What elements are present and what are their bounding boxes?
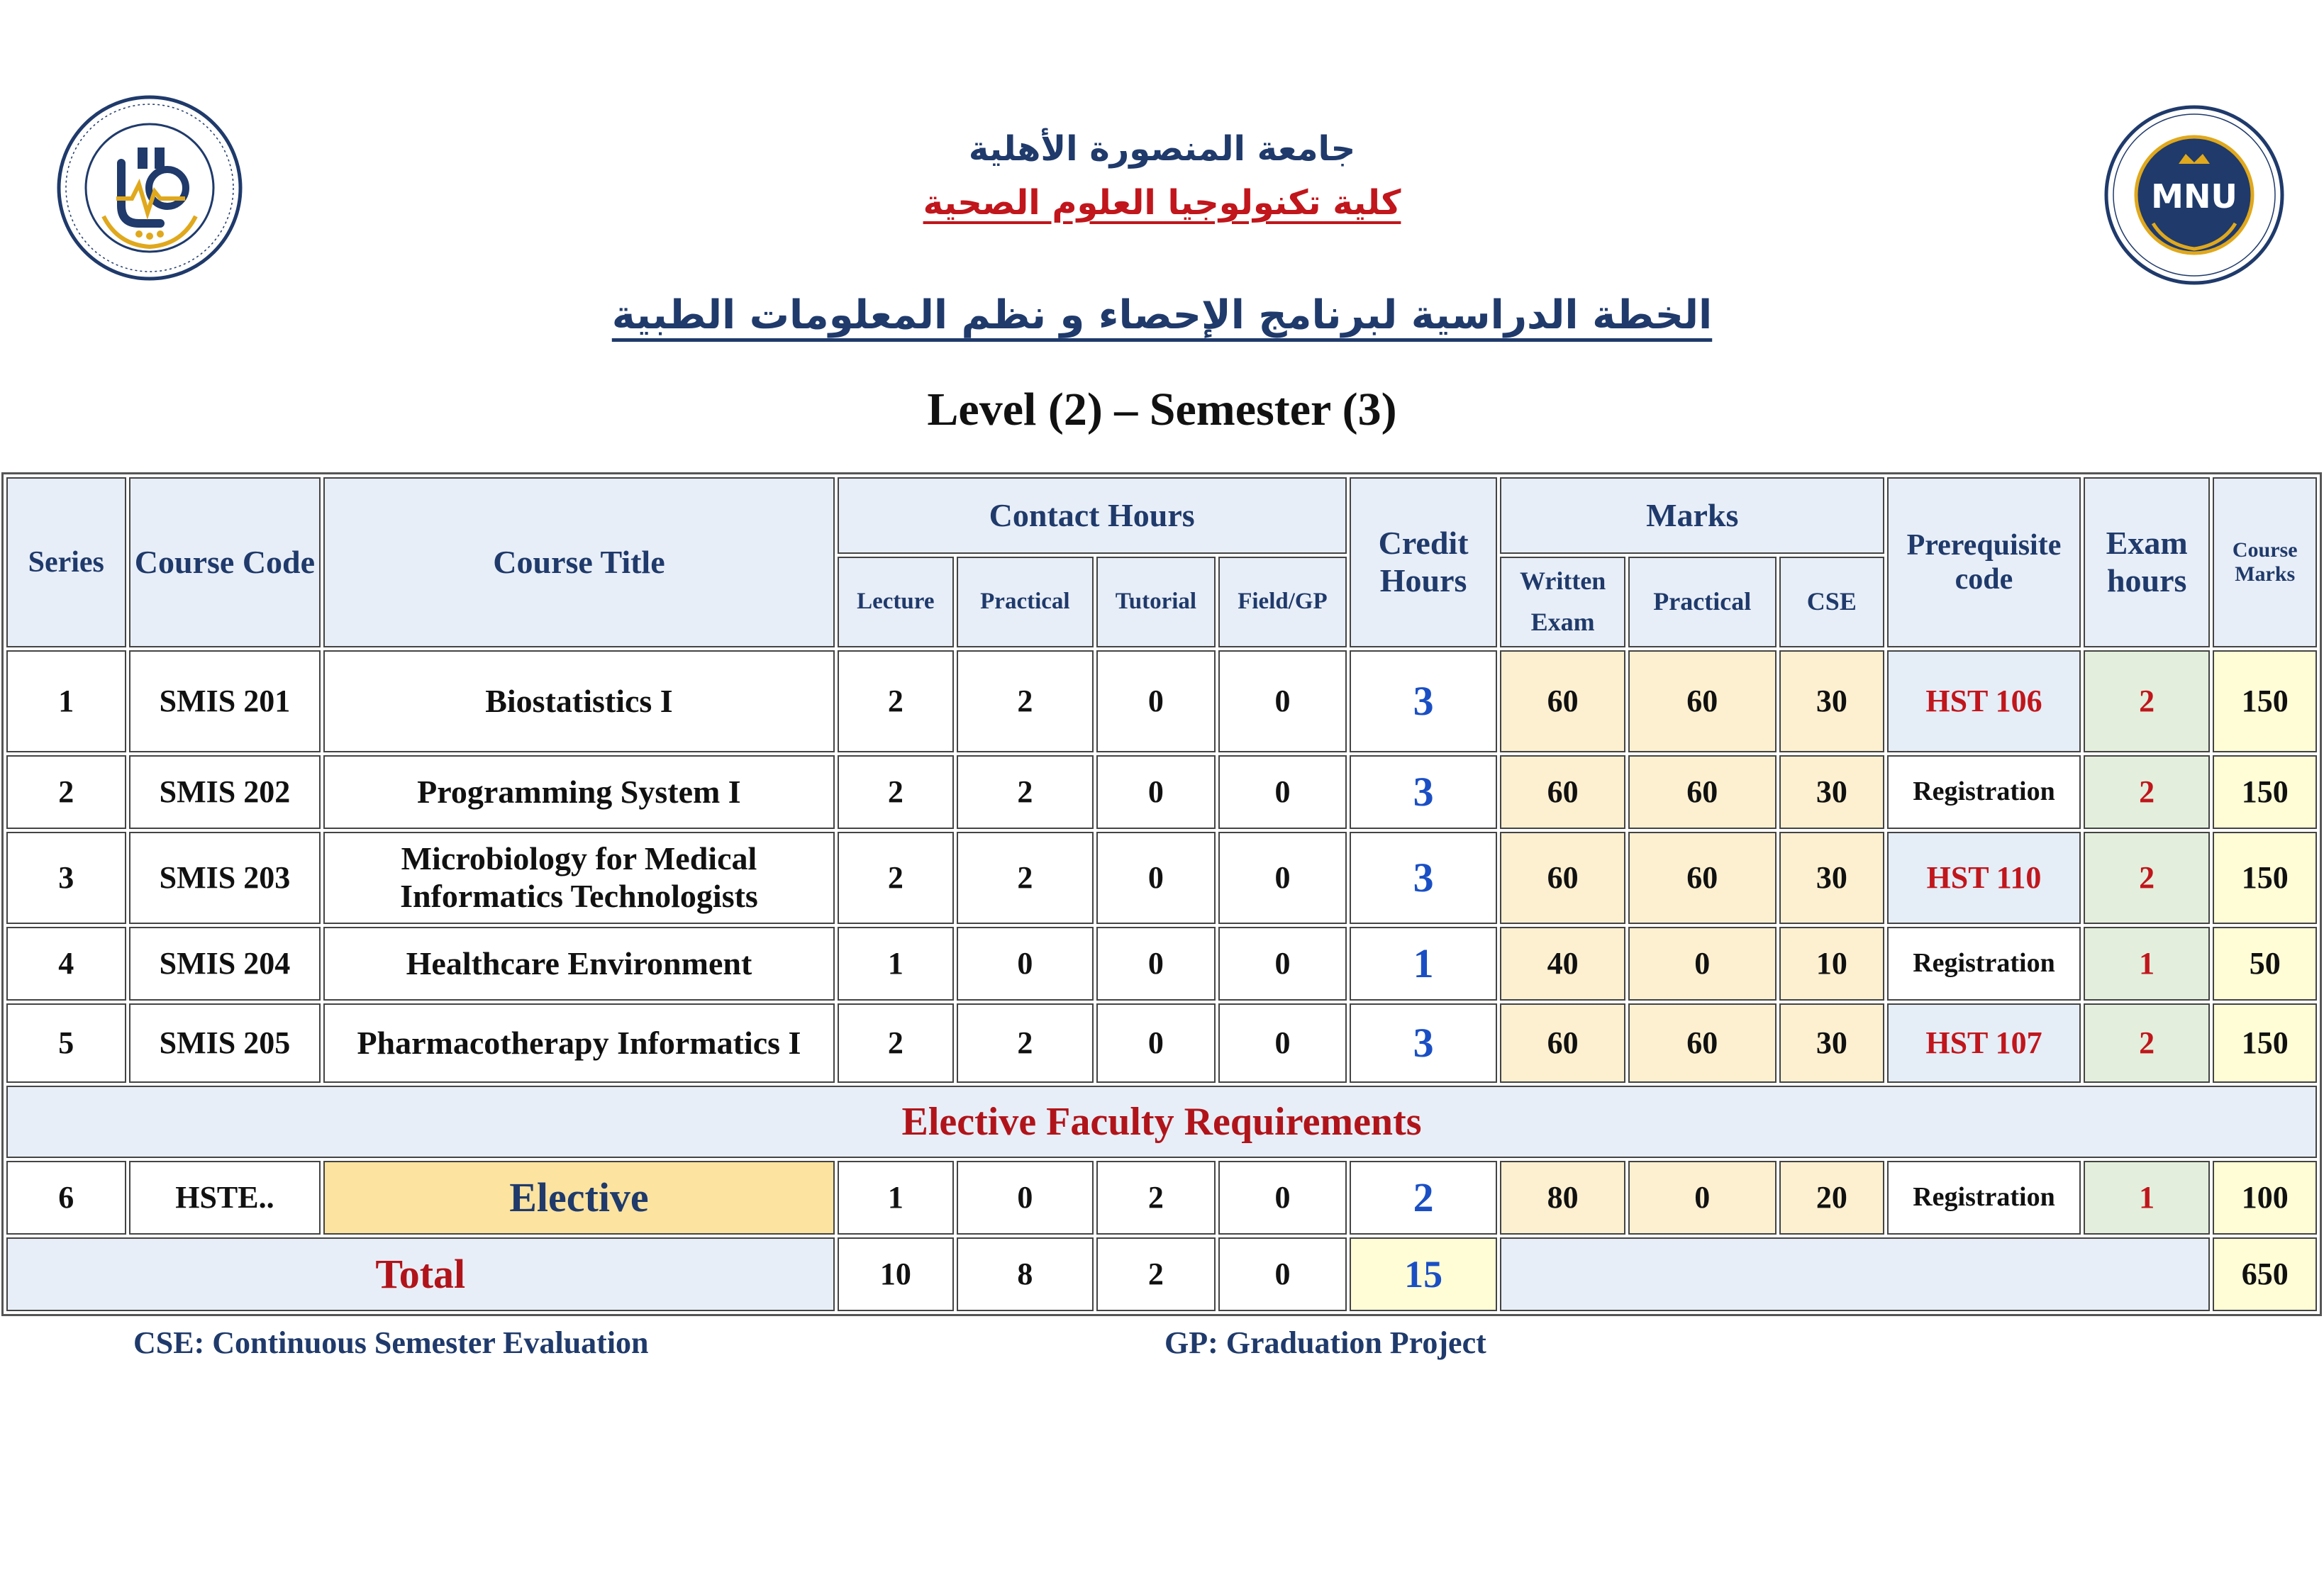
tutorial-cell: 2: [1096, 1161, 1216, 1235]
table-row: [6, 927, 2317, 1001]
credit-hours-cell: 1: [1350, 927, 1498, 1001]
course-marks-cell: 150: [2213, 755, 2317, 829]
practical-cell: 2: [957, 832, 1094, 924]
header-marks: Marks: [1500, 477, 1884, 554]
total-row: [6, 1237, 2317, 1311]
practical-cell: 2: [957, 755, 1094, 829]
field-cell: 0: [1218, 1003, 1347, 1083]
field-cell: 0: [1218, 650, 1347, 752]
svg-text:MNU: MNU: [2151, 177, 2237, 216]
plan-title-text: الخطة الدراسية لبرنامج الإحصاء و نظم المعلومات الطبية: [611, 292, 1713, 338]
table-row: [6, 755, 2317, 829]
written-exam-cell: 80: [1500, 1161, 1625, 1235]
total-course-marks: 650: [2213, 1237, 2317, 1311]
college-name: [0, 183, 2324, 223]
course-code-cell: SMIS 201: [129, 650, 321, 752]
marks-practical-cell: 60: [1628, 650, 1777, 752]
total-practical: 8: [957, 1237, 1094, 1311]
written-exam-cell: 60: [1500, 1003, 1625, 1083]
exam-hours-cell: 2: [2084, 1003, 2211, 1083]
header-cse: CSE: [1779, 557, 1884, 647]
exam-hours-cell: 2: [2084, 650, 2211, 752]
course-title-cell: Microbiology for Medical Informatics Technologists: [323, 832, 834, 924]
series-cell: 5: [6, 1003, 126, 1083]
total-tutorial: 2: [1096, 1237, 1216, 1311]
header-practical: Practical: [957, 557, 1094, 647]
header-course-marks: Course Marks: [2213, 477, 2317, 647]
written-exam-cell: 40: [1500, 927, 1625, 1001]
table-row: [6, 1003, 2317, 1083]
exam-hours-cell: 2: [2084, 755, 2211, 829]
course-marks-cell: 150: [2213, 650, 2317, 752]
tutorial-cell: 0: [1096, 927, 1216, 1001]
series-cell: 4: [6, 927, 126, 1001]
course-title-cell: Biostatistics I: [323, 650, 834, 752]
marks-practical-cell: 60: [1628, 1003, 1777, 1083]
lecture-cell: 1: [838, 1161, 955, 1235]
series-cell: 2: [6, 755, 126, 829]
header-field-gp: Field/GP: [1218, 557, 1347, 647]
elective-section-title: Elective Faculty Requirements: [6, 1086, 2317, 1158]
marks-practical-cell: 0: [1628, 1161, 1777, 1235]
total-label: Total: [6, 1237, 835, 1311]
study-plan-table: [1, 472, 2322, 1316]
course-marks-cell: 150: [2213, 832, 2317, 924]
header-lecture: Lecture: [838, 557, 955, 647]
marks-practical-cell: 0: [1628, 927, 1777, 1001]
prerequisite-cell: HST 107: [1887, 1003, 2081, 1083]
tutorial-cell: 0: [1096, 832, 1216, 924]
credit-hours-cell: 3: [1350, 1003, 1498, 1083]
prerequisite-cell: HST 110: [1887, 832, 2081, 924]
header-written-exam: Written Exam: [1500, 557, 1625, 647]
field-cell: 0: [1218, 927, 1347, 1001]
course-code-cell: SMIS 205: [129, 1003, 321, 1083]
total-field: 0: [1218, 1237, 1347, 1311]
header-credit-hours: Credit Hours: [1350, 477, 1498, 647]
course-code-cell: SMIS 203: [129, 832, 321, 924]
series-cell: 3: [6, 832, 126, 924]
written-exam-cell: 60: [1500, 650, 1625, 752]
plan-title: [0, 292, 2324, 338]
cse-cell: 30: [1779, 832, 1884, 924]
exam-hours-cell: 2: [2084, 832, 2211, 924]
header-course-code: Course Code: [129, 477, 321, 647]
written-exam-cell: 60: [1500, 755, 1625, 829]
course-marks-cell: 150: [2213, 1003, 2317, 1083]
prerequisite-cell: HST 106: [1887, 650, 2081, 752]
lecture-cell: 2: [838, 650, 955, 752]
prerequisite-cell: Registration: [1887, 1161, 2081, 1235]
college-name-text: كلية تكنولوجيا العلوم الصحية: [923, 183, 1401, 223]
field-cell: 0: [1218, 1161, 1347, 1235]
field-cell: 0: [1218, 832, 1347, 924]
course-code-cell: SMIS 204: [129, 927, 321, 1001]
lecture-cell: 2: [838, 1003, 955, 1083]
series-cell: 6: [6, 1161, 126, 1235]
practical-cell: 0: [957, 1161, 1094, 1235]
marks-practical-cell: 60: [1628, 832, 1777, 924]
prerequisite-cell: Registration: [1887, 755, 2081, 829]
credit-hours-cell: 2: [1350, 1161, 1498, 1235]
total-blank-cell: [1500, 1237, 2210, 1311]
course-marks-cell: 50: [2213, 927, 2317, 1001]
exam-hours-cell: 1: [2084, 1161, 2211, 1235]
series-cell: 1: [6, 650, 126, 752]
table-row: [6, 832, 2317, 924]
tutorial-cell: 0: [1096, 1003, 1216, 1083]
header-marks-practical: Practical: [1628, 557, 1777, 647]
university-name: جامعة المنصورة الأهلية: [968, 129, 1356, 169]
lecture-cell: 2: [838, 755, 955, 829]
cse-cell: 20: [1779, 1161, 1884, 1235]
header-contact-hours: Contact Hours: [838, 477, 1347, 554]
footnote-cse: CSE: Continuous Semester Evaluation: [133, 1325, 649, 1360]
footnote-gp: GP: Graduation Project: [1164, 1325, 1486, 1360]
level-title: Level (2) – Semester (3): [927, 384, 1397, 435]
lecture-cell: 2: [838, 832, 955, 924]
field-cell: 0: [1218, 755, 1347, 829]
header-exam-hours: Exam hours: [2084, 477, 2211, 647]
course-title-cell: Pharmacotherapy Informatics I: [323, 1003, 834, 1083]
header-course-title: Course Title: [323, 477, 834, 647]
credit-hours-cell: 3: [1350, 755, 1498, 829]
course-title-cell: Healthcare Environment: [323, 927, 834, 1001]
total-lecture: 10: [838, 1237, 955, 1311]
section-row: [6, 1086, 2317, 1158]
cse-cell: 30: [1779, 650, 1884, 752]
total-credit-hours: 15: [1350, 1237, 1498, 1311]
header-tutorial: Tutorial: [1096, 557, 1216, 647]
cse-cell: 10: [1779, 927, 1884, 1001]
marks-practical-cell: 60: [1628, 755, 1777, 829]
course-code-cell: SMIS 202: [129, 755, 321, 829]
tutorial-cell: 0: [1096, 650, 1216, 752]
written-exam-cell: 60: [1500, 832, 1625, 924]
prerequisite-cell: Registration: [1887, 927, 2081, 1001]
table-row: [6, 1161, 2317, 1235]
lecture-cell: 1: [838, 927, 955, 1001]
practical-cell: 0: [957, 927, 1094, 1001]
course-code-cell: HSTE..: [129, 1161, 321, 1235]
credit-hours-cell: 3: [1350, 650, 1498, 752]
exam-hours-cell: 1: [2084, 927, 2211, 1001]
header-prerequisite: Prerequisite code: [1887, 477, 2081, 647]
practical-cell: 2: [957, 1003, 1094, 1083]
course-title-cell: Elective: [323, 1161, 834, 1235]
cse-cell: 30: [1779, 755, 1884, 829]
table-row: [6, 650, 2317, 752]
cse-cell: 30: [1779, 1003, 1884, 1083]
course-marks-cell: 100: [2213, 1161, 2317, 1235]
header-series: Series: [6, 477, 126, 647]
course-title-cell: Programming System I: [323, 755, 834, 829]
tutorial-cell: 0: [1096, 755, 1216, 829]
practical-cell: 2: [957, 650, 1094, 752]
credit-hours-cell: 3: [1350, 832, 1498, 924]
